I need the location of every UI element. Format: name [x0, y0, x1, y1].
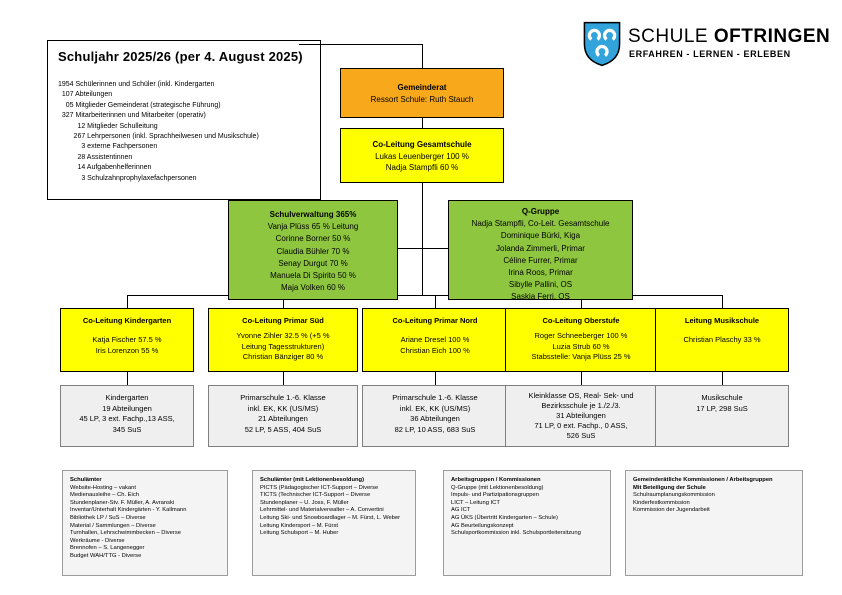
q-gruppe-box — [448, 200, 633, 300]
text-line: 52 LP, 5 ASS, 404 SuS — [244, 424, 322, 434]
text-line: 82 LP, 10 ASS, 683 SuS — [394, 424, 476, 434]
text-line: AG ICT — [451, 507, 471, 514]
detail-box-primar-nord — [362, 385, 508, 447]
footer-box-items — [70, 485, 220, 561]
text-line: AG ÜKS (Übertritt Kindergarten – Schule) — [451, 514, 558, 521]
text-line: 3 externe Fachpersonen — [58, 143, 158, 151]
text-line: 45 LP, 3 ext. Fachp.,13 ASS, — [79, 414, 175, 424]
connector-line — [283, 372, 284, 385]
box-title: Co-Leitung Kindergarten — [82, 316, 172, 325]
text-line: Inventar/Unterhalt Kindergärten - Y. Kallmann — [70, 507, 187, 514]
text-line: Lehrmittel- und Materialverwalter – A. Convertini — [260, 507, 384, 514]
box-lines — [656, 335, 788, 346]
text-line: 17 LP, 298 SuS — [696, 403, 748, 413]
box-lines — [449, 218, 632, 303]
box-lines — [61, 393, 193, 435]
box-title: Co-Leitung Gesamtschule — [372, 140, 472, 149]
text-line: 71 LP, 0 ext. Fachp., 0 ASS, — [534, 421, 628, 430]
box-title: Co-Leitung Oberstufe — [542, 316, 620, 325]
text-line: Schulsportkommission inkl. Schulsportleitersitzung — [451, 530, 581, 537]
text-line: 526 SuS — [566, 431, 596, 440]
text-line: 12 Mitglieder Schulleitung — [58, 122, 158, 130]
box-lines — [341, 151, 503, 173]
text-line: 327 Mitarbeiterinnen und Mitarbeiter (operativ) — [58, 112, 206, 120]
box-lines — [61, 335, 193, 357]
text-line: 345 SuS — [112, 424, 142, 434]
text-line: Turnhallen, Lehrschwimmbecken – Diverse — [70, 530, 181, 537]
text-line: 36 Abteilungen — [410, 414, 460, 424]
box-title: Co-Leitung Primar Nord — [392, 316, 478, 325]
box-lines — [506, 391, 656, 441]
text-line: Primarschule 1.-6. Klasse — [392, 393, 478, 402]
text-line: Bibliothek LP / SuS – Diverse — [70, 514, 146, 521]
text-line: Christian Eich 100 % — [400, 345, 470, 355]
text-line: Roger Schneeberger 100 % — [534, 330, 628, 340]
oftringen-coat-of-arms-icon — [583, 21, 621, 67]
schulverwaltung-box — [228, 200, 398, 300]
text-line: 19 Abteilungen — [102, 403, 152, 413]
school-name-bold: OFTRINGEN — [713, 26, 831, 47]
unit-box-kindergarten — [60, 308, 194, 372]
text-line: Stundenplaner-Stv. F. Müller, A. Avranski — [70, 499, 175, 506]
school-name — [628, 26, 830, 48]
text-line: Céline Furrer, Primar — [503, 255, 578, 265]
text-line: Website-Hosting – vakant — [70, 484, 136, 491]
box-title: Schulverwaltung 365% — [269, 210, 357, 219]
text-line: Kleinklasse OS, Real- Sek- und — [528, 391, 634, 400]
text-line: Schulraumplanungskommission — [633, 492, 715, 499]
box-lines — [363, 393, 507, 435]
text-line: Medienausleihe – Ch. Eich — [70, 492, 139, 499]
box-title: Gemeinderat — [397, 83, 447, 92]
connector-line — [422, 118, 423, 128]
text-line: Budget WAH/TTG - Diverse — [70, 552, 142, 559]
footer-box-subtitle: Mit Beteiligung der Schule — [633, 484, 706, 491]
box-lines — [363, 335, 507, 357]
text-line: Christian Bänziger 80 % — [242, 352, 324, 362]
text-line: Musikschule — [701, 393, 743, 402]
text-line: Christian Plaschy 33 % — [683, 334, 761, 344]
text-line: TICTS (Technischer ICT-Support – Diverse — [260, 492, 371, 499]
footer-box-gemeinderaetliche-kommissionen — [625, 470, 803, 576]
text-line: 3 Schulzahnprophylaxefachpersonen — [58, 174, 197, 182]
text-line: Vanja Plüss 65 % Leitung — [267, 222, 359, 232]
text-line: Maja Volken 60 % — [280, 283, 346, 293]
text-line: Leitung Kindersport – M. Fürst — [260, 522, 338, 529]
text-line: Katja Fischer 57.5 % — [92, 334, 162, 344]
text-line: Sibylle Pallini, OS — [508, 280, 573, 290]
text-line: Leitung Ski- und Snowboardlager – M. Fürst, L. Weber — [260, 514, 401, 521]
school-name-regular: SCHULE — [628, 26, 714, 47]
text-line: 14 Aufgabenhelferinnen — [58, 164, 152, 172]
box-title: Leitung Musikschule — [684, 316, 760, 325]
connector-line — [398, 248, 422, 249]
unit-box-oberstufe — [505, 308, 657, 372]
connector-line — [722, 372, 723, 385]
text-line: Nadja Stampfli, Co-Leit. Gesamtschule — [471, 219, 610, 229]
school-statistics-list — [58, 80, 310, 184]
text-line: 1954 Schülerinnen und Schüler (inkl. Kindergarten — [58, 81, 215, 88]
unit-box-primar-sued — [208, 308, 358, 372]
text-line: Werkräume - Diverse — [70, 537, 125, 544]
connector-line — [435, 295, 436, 308]
connector-line — [299, 44, 423, 45]
text-line: 05 Mitglieder Gemeinderat (strategische Führung) — [58, 101, 221, 109]
detail-box-kindergarten — [60, 385, 194, 447]
text-line: Corinne Borner 50 % — [275, 234, 351, 244]
text-line: PICTS (Pädagogischer ICT-Support – Diverse — [260, 484, 379, 491]
gesamtschule-box — [340, 128, 504, 183]
text-line: Leitung Tagesstrukturen) — [241, 341, 325, 351]
connector-line — [435, 372, 436, 385]
unit-box-musikschule — [655, 308, 789, 372]
text-line: Kindergarten — [105, 393, 149, 402]
school-year-info-box — [47, 40, 321, 200]
text-line: Material / Sammlungen – Diverse — [70, 522, 156, 529]
connector-line — [581, 372, 582, 385]
page-title: Schuljahr 2025/26 (per 4. August 2025) — [58, 49, 303, 64]
text-line: Leitung Schulsport – M. Huber — [260, 530, 339, 537]
text-line: Primarschule 1.-6. Klasse — [240, 393, 326, 402]
connector-line — [722, 295, 723, 308]
text-line: Claudia Bühler 70 % — [276, 246, 350, 256]
text-line: LICT – Leitung ICT — [451, 499, 500, 506]
detail-box-oberstufe — [505, 385, 657, 447]
text-line: Kommission der Jugendarbeit — [633, 507, 710, 514]
footer-box-arbeitsgruppen — [443, 470, 611, 576]
box-lines — [209, 331, 357, 363]
gemeinderat-box — [340, 68, 504, 118]
footer-box-title: Gemeinderätliche Kommissionen / Arbeitsgruppen — [633, 477, 773, 483]
text-line: Irina Roos, Primar — [508, 268, 573, 278]
text-line: Nadja Stampfli 60 % — [385, 163, 459, 172]
box-lines — [656, 393, 788, 414]
text-line: Ressort Schule: Ruth Stauch — [370, 95, 474, 104]
footer-box-title: Arbeitsgruppen / Kommissionen — [451, 477, 541, 483]
text-line: Manuela Di Spirito 50 % — [270, 271, 356, 281]
text-line: Q-Gruppe (mit Lektionenbesoldung) — [451, 484, 544, 491]
footer-box-items — [260, 485, 408, 538]
text-line: Ariane Dresel 100 % — [400, 334, 470, 344]
connector-line — [422, 183, 423, 295]
text-line: Jolanda Zimmerli, Primar — [496, 243, 585, 253]
connector-line — [127, 372, 128, 385]
text-line: Bezirksschule je 1./2./3. — [541, 401, 621, 410]
text-line: Luzia Strub 60 % — [552, 341, 610, 351]
footer-box-title: Schulämter (mit Lektionenbesoldung) — [260, 477, 365, 483]
text-line: Lukas Leuenberger 100 % — [375, 152, 469, 161]
school-tagline: ERFAHREN - LERNEN - ERLEBEN — [629, 49, 791, 59]
unit-box-primar-nord — [362, 308, 508, 372]
text-line: AG Beurteilungskonzept — [451, 522, 514, 529]
text-line: Kinderfestkommission — [633, 499, 690, 506]
connector-line — [127, 295, 128, 308]
text-line: inkl. EK, KK (US/MS) — [247, 403, 319, 413]
box-lines — [506, 331, 656, 363]
footer-box-schulaemter-lektionen — [252, 470, 416, 576]
text-line: Brennofen – S. Langenegger — [70, 545, 145, 552]
box-lines — [229, 221, 397, 294]
text-line: Yvonne Zihler 32.5 % (+5 % — [236, 330, 330, 340]
box-lines — [341, 94, 503, 105]
text-line: Stundenplaner – U. Joss, F. Müller — [260, 499, 349, 506]
text-line: Stabsstelle: Vanja Plüss 25 % — [531, 352, 631, 362]
text-line: 28 Assistentinnen — [58, 153, 133, 161]
footer-box-title: Schulämter — [70, 477, 102, 483]
text-line: Iris Lorenzon 55 % — [95, 345, 159, 355]
box-title: Q-Gruppe — [521, 207, 560, 216]
text-line: 31 Abteilungen — [556, 411, 606, 420]
text-line: Saskia Ferri, OS — [511, 292, 570, 302]
box-title: Co-Leitung Primar Süd — [242, 316, 324, 325]
footer-box-schulaemter — [62, 470, 228, 576]
text-line: 21 Abteilungen — [258, 414, 308, 424]
text-line: 267 Lehrpersonen (inkl. Sprachheilwesen und Musikschule) — [58, 133, 259, 141]
connector-line — [422, 248, 448, 249]
box-lines — [209, 393, 357, 435]
text-line: Impuls- und Partizipationsgruppen — [451, 492, 539, 499]
text-line: 107 Abteilungen — [58, 91, 113, 99]
footer-box-items — [633, 492, 795, 515]
text-line: Senay Durgut 70 % — [278, 258, 348, 268]
detail-box-primar-sued — [208, 385, 358, 447]
footer-box-items — [451, 485, 603, 538]
text-line: inkl. EK, KK (US/MS) — [399, 403, 471, 413]
detail-box-musikschule — [655, 385, 789, 447]
text-line: Dominique Bürki, Kiga — [500, 231, 581, 241]
connector-line — [422, 44, 423, 68]
